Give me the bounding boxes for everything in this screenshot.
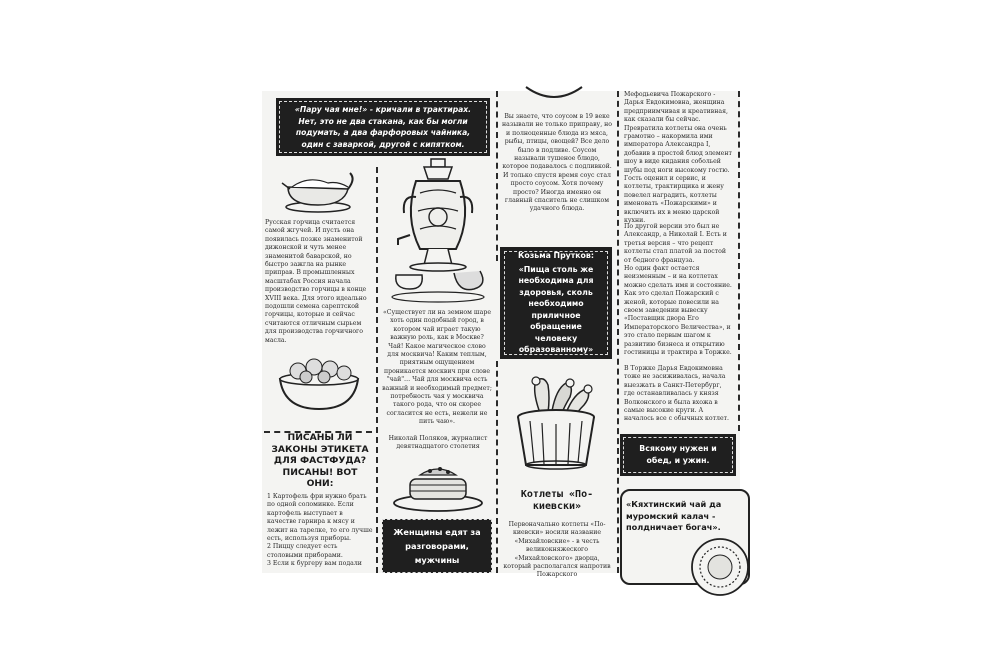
everyone-box <box>620 434 736 476</box>
sauce-paragraph: Вы знаете, что соусом в 19 веке называли не только приправу, но и полноценные блюда из мяса, рыбы, птицы, овощей? Все дело было в подливе. Соусом называли тушеное блюдо, которое подавалось с подливкой. И только спустя время соус стал просто соусом. Хотя почему просто? Иногда именно он главный спаситель не слишком удачного блюда. <box>502 113 612 213</box>
column-divider <box>376 167 378 573</box>
women-box <box>382 519 492 573</box>
kotlety-heading: Котлеты «По-киевски» <box>520 489 594 512</box>
column-divider <box>738 91 740 431</box>
column-divider <box>496 361 498 573</box>
quote-box-top <box>276 98 490 156</box>
pozharsky-paragraph-2: По другой версии это был не Александр, а Николай I. Есть и третья версия – что рецепт котлеты стал платой за постой от бедного француза. <box>624 223 727 264</box>
kotlety-paragraph: Первоначально котлеты «По-киевски» носили название «Михайловские» - в честь великокняжеского «Михайловского» дворца, который располагался напротив Пожарского <box>503 521 611 579</box>
samovar-icon <box>384 157 492 305</box>
round-plate-icon <box>688 535 748 583</box>
tea-quote-author: Николай Поляков, журналист девятнадцатого столетия <box>388 435 488 451</box>
prutkov-name: Козьма Прутков: <box>518 251 594 261</box>
printed-paper-sheet <box>262 91 740 579</box>
etiquette-heading: ПИСАНЫ ЛИ ЗАКОНЫ ЭТИКЕТА ДЛЯ ФАСТФУДА? ПИСАНЫ! ВОТ ОНИ: <box>271 432 369 489</box>
pozharsky-paragraph-4: В Торжке Дарья Евдокимовна тоже не засиживалась, начала выезжать в Санкт-Петербург, где останавливалась у князя Волконского и была вхожа в самые высокие круги. А началось все с обычных котлет. <box>624 365 730 423</box>
prutkov-quote-text: «Пища столь же необходима для здоровья, сколь необходимо приличное обращение человеку образованному» <box>518 264 594 355</box>
column-divider <box>496 91 498 261</box>
everyone-box-text: Всякому нужен и обед, и ужин. <box>639 444 717 465</box>
prutkov-quote-box <box>500 247 612 359</box>
kyakhta-text: «Кяхтинский чай да муромский калач - полдничает богач». <box>626 499 722 532</box>
tea-quote: «Существует ли на земном шаре хоть один подобный город, в котором чай играет такую важную роль, как в Москве? Чай! Какое магическое слово для москвича! Каким теплым, приятным ощущением проникается москвич при слове "чай"… Чай для москвича есть важный и необходимый предмет; потребность чая у москвича такого рода, что он скорее согласится не есть, нежели не пить чаю». <box>382 309 492 426</box>
chicken-bucket-icon <box>510 371 602 471</box>
quote-top-text: «Пару чая мне!» - кричали в трактирах. Нет, это не два стакана, как бы могли подумать, а два фарфоровых чайника, один с заваркой, другой с кипятком. <box>294 105 472 149</box>
column-divider <box>617 91 619 573</box>
gravy-boat-icon <box>278 165 358 215</box>
top-plate-icon <box>524 85 584 101</box>
dumplings-bowl-icon <box>274 353 364 413</box>
pancakes-plate-icon <box>390 461 486 513</box>
pozharsky-paragraph-3: Но один факт остается неизменным – и на котлетах можно сделать имя и состояние. Как это сделал Пожарский с женой, которые повесили на своем заведении вывеску «Поставщик двора Его Императорского Величества», и это стало первым шагом к развитию бизнеса и открытию гостиницы и трактира в Торжке. <box>624 265 732 357</box>
pozharsky-paragraph-1: Мефодьевича Пожарского - Дарья Евдокимовна, женщина предприимчивая и креативная, как сказали бы сейчас. Превратила котлеты она очень грамотно – накормила ими императора Александра I, добавив в простой блюд элемент шоу в виде кидания собольей шубы под ноги высокому гостю. Гость оценил и сервис, и котлеты, трактирщика и жену повелел наградить, котлеты именовать «Пожарскими» и включить их в меню царской кухни. <box>624 91 732 225</box>
mustard-paragraph: Русская горчица считается самой жгучей. И пусть она появилась позже знаменитой дижонской и чуть менее знаменитой баварской, но быстро зажгла на рынке приправ. В промышленных масштабах Россия начала производство горчицы в конце XVIII века. Для этого идеально подошли семена сарептской горчицы, которые и сейчас считаются отличным сырьем для производства горчичного масла. <box>265 219 367 344</box>
women-box-text: Женщины едят за разговорами, мужчины <box>393 527 481 565</box>
etiquette-rules: 1 Картофель фри нужно брать по одной соломинке. Если картофель выступает в качестве гарнира к мясу и лежит на тарелке, то его лучше есть, используя приборы. 2 Пиццу следует есть столовыми приборами. 3 Если к бургеру вам подали <box>267 493 373 568</box>
